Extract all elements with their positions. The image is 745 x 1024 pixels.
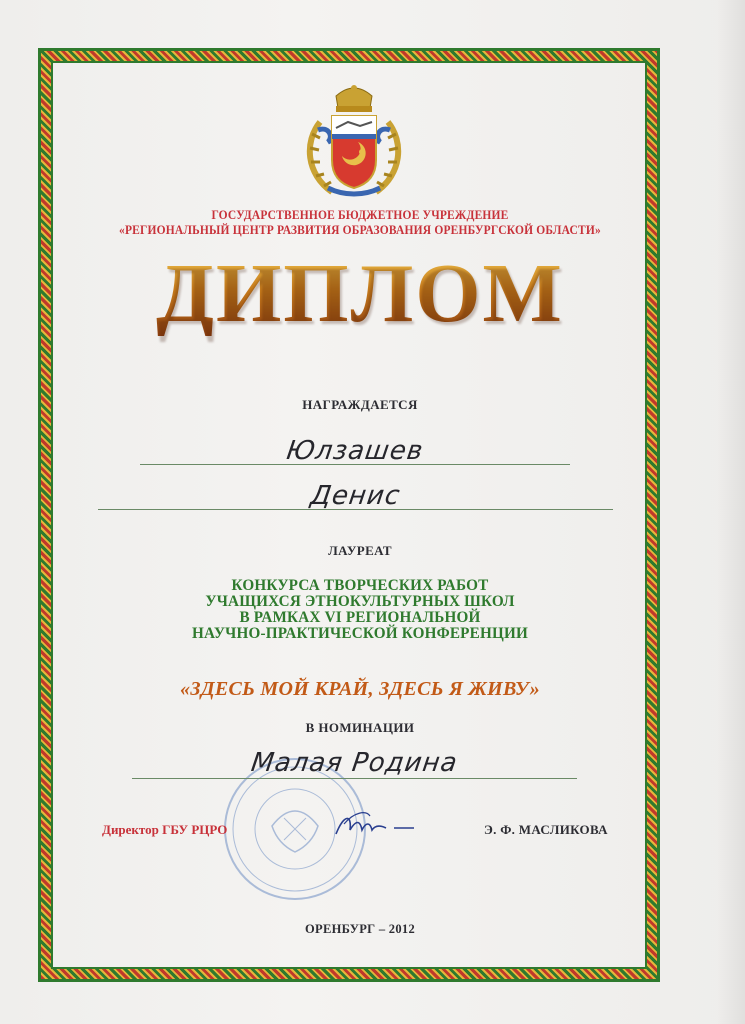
nomination-value: Малая Родина [249,748,460,778]
name-underline [98,509,613,510]
contest-line-2: УЧАЩИХСЯ ЭТНОКУЛЬТУРНЫХ ШКОЛ [205,593,515,610]
nomination-label: В НОМИНАЦИИ [305,720,415,735]
surname-underline [140,464,570,465]
city-year: ОРЕНБУРГ – 2012 [304,922,415,936]
contest-description [60,578,660,642]
handwritten-signature-icon [330,806,420,846]
organization-line-1: ГОСУДАРСТВЕННОЕ БЮДЖЕТНОЕ УЧРЕЖДЕНИЕ [211,208,509,222]
director-name: Э. Ф. МАСЛИКОВА [484,822,608,837]
nomination-underline [132,778,577,779]
organization-line-2: «РЕГИОНАЛЬНЫЙ ЦЕНТР РАЗВИТИЯ ОБРАЗОВАНИЯ ОРЕНБУРГСКОЙ ОБЛАСТИ» [119,223,601,237]
orenburg-coat-of-arms-icon [298,82,410,200]
laureate-label: ЛАУРЕАТ [328,543,392,558]
contest-line-4: НАУЧНО-ПРАКТИЧЕСКОЙ КОНФЕРЕНЦИИ [191,625,529,642]
contest-line-1: КОНКУРСА ТВОРЧЕСКИХ РАБОТ [231,577,489,594]
conference-motto: «ЗДЕСЬ МОЙ КРАЙ, ЗДЕСЬ Я ЖИВУ» [180,678,540,700]
awarded-label: НАГРАЖДАЕТСЯ [302,397,418,412]
recipient-name: Денис [308,481,403,511]
page-edge-shadow [717,0,745,1024]
contest-line-3: В РАМКАХ VI РЕГИОНАЛЬНОЙ [239,609,481,626]
diploma-title: ДИПЛОМ [60,252,660,336]
recipient-surname: Юлзашев [284,436,426,466]
director-title: Директор ГБУ РЦРО [102,822,228,837]
